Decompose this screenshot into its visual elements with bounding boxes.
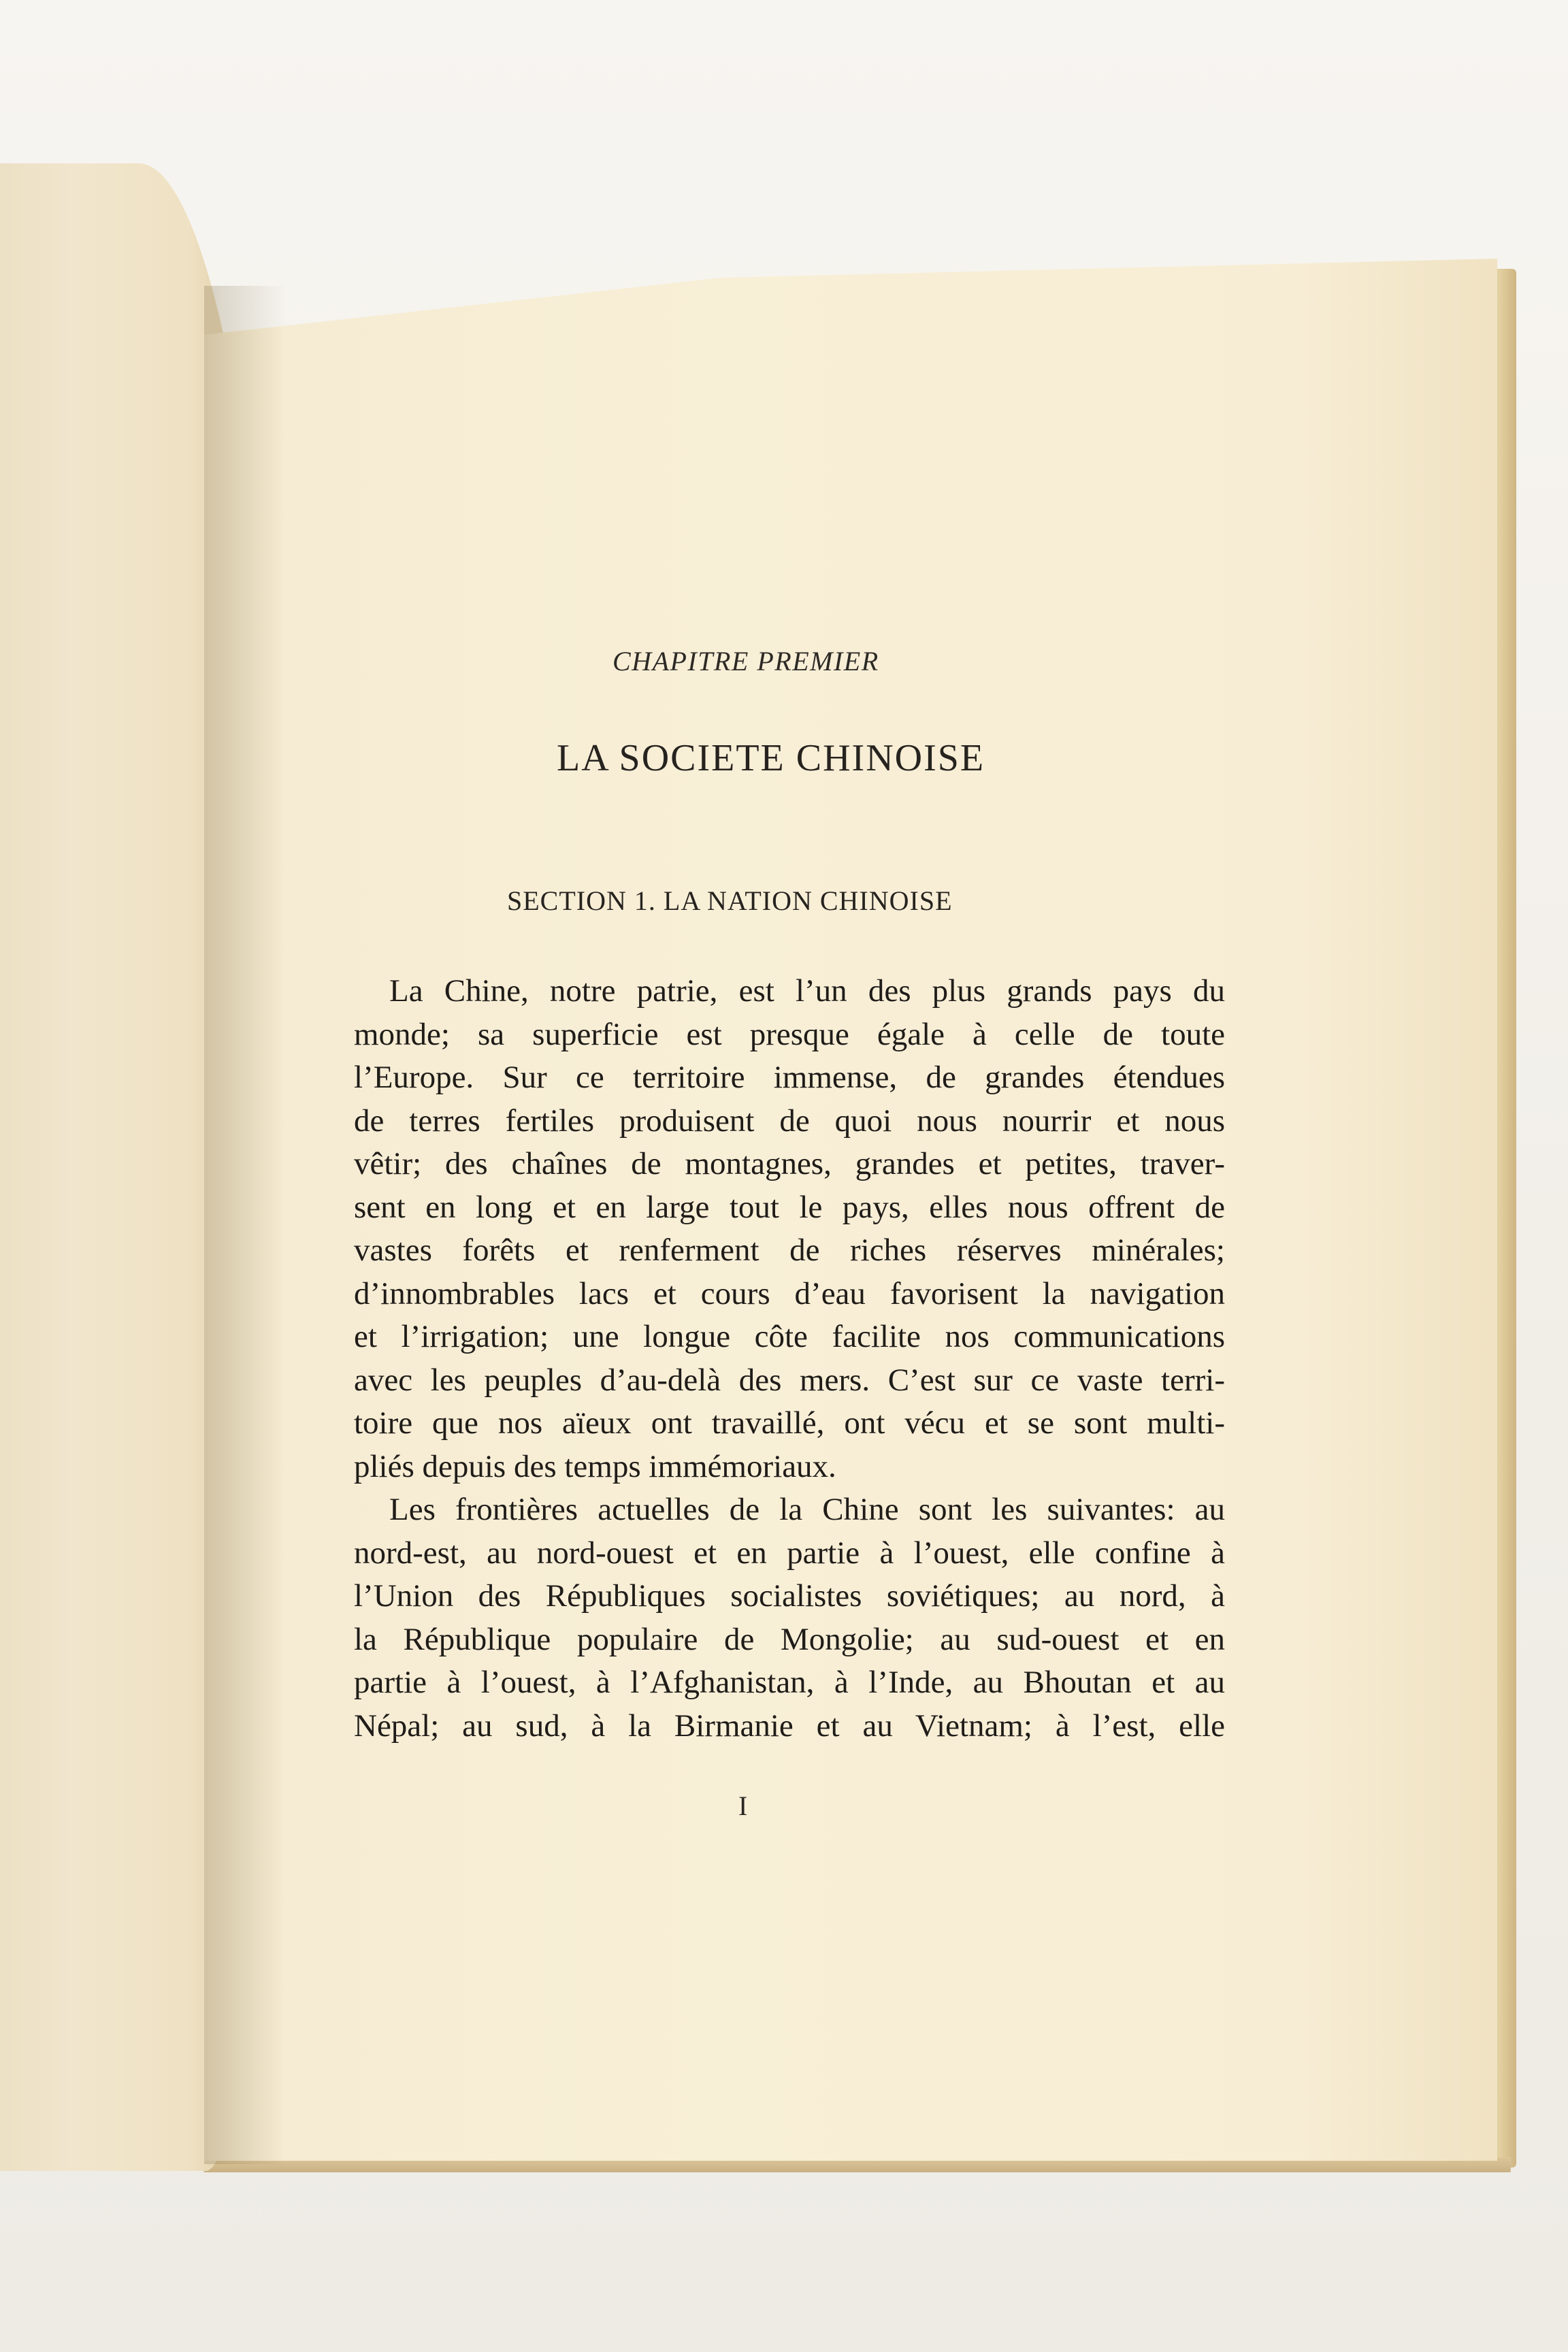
section-heading: SECTION 1. LA NATION CHINOISE <box>507 885 953 916</box>
page-number: I <box>738 1791 748 1821</box>
text-line: La Chine, notre patrie, est l’un des plus grands pays du <box>389 973 1225 1009</box>
gutter-shadow <box>204 286 286 2164</box>
body-text <box>354 970 1225 1748</box>
text-line: Népal; au sud, à la Birmanie et au Vietnam; à l’est, elle <box>354 1708 1225 1744</box>
text-line: avec les peuples d’au-delà des mers. C’est sur ce vaste terri- <box>354 1362 1225 1398</box>
text-line: de terres fertiles produisent de quoi nous nourrir et nous <box>354 1102 1225 1139</box>
text-line: l’Union des Républiques socialistes soviétiques; au nord, à <box>354 1578 1225 1614</box>
left-page-faint-text <box>0 755 163 791</box>
text-line: l’Europe. Sur ce territoire immense, de grandes étendues <box>354 1060 1225 1095</box>
text-line: sent en long et en large tout le pays, elles nous offrent de <box>354 1189 1225 1225</box>
text-line: nord-est, au nord-ouest et en partie à l’ouest, elle confine à <box>354 1535 1225 1571</box>
text-line: pliés depuis des temps immémoriaux. <box>354 1448 836 1484</box>
chapter-label: CHAPITRE PREMIER <box>612 646 879 676</box>
text-line: Les frontières actuelles de la Chine sont les suivantes: au <box>389 1492 1225 1527</box>
text-line: toire que nos aïeux ont travaillé, ont vécu et se sont multi- <box>354 1405 1225 1441</box>
text-line: partie à l’ouest, à l’Afghanistan, à l’Inde, au Bhoutan et au <box>354 1665 1225 1700</box>
text-line: et l’irrigation; une longue côte facilite nos communications <box>354 1319 1225 1354</box>
text-line: vastes forêts et renferment de riches réserves minérales; <box>354 1232 1225 1268</box>
page-title: LA SOCIETE CHINOISE <box>557 737 985 779</box>
text-line: d’innombrables lacs et cours d’eau favorisent la navigation <box>354 1275 1225 1311</box>
text-line: monde; sa superficie est presque égale à celle de toute <box>354 1016 1225 1052</box>
text-line: la République populaire de Mongolie; au sud-ouest et en <box>354 1621 1225 1657</box>
text-line: vêtir; des chaînes de montagnes, grandes et petites, traver- <box>354 1146 1225 1181</box>
